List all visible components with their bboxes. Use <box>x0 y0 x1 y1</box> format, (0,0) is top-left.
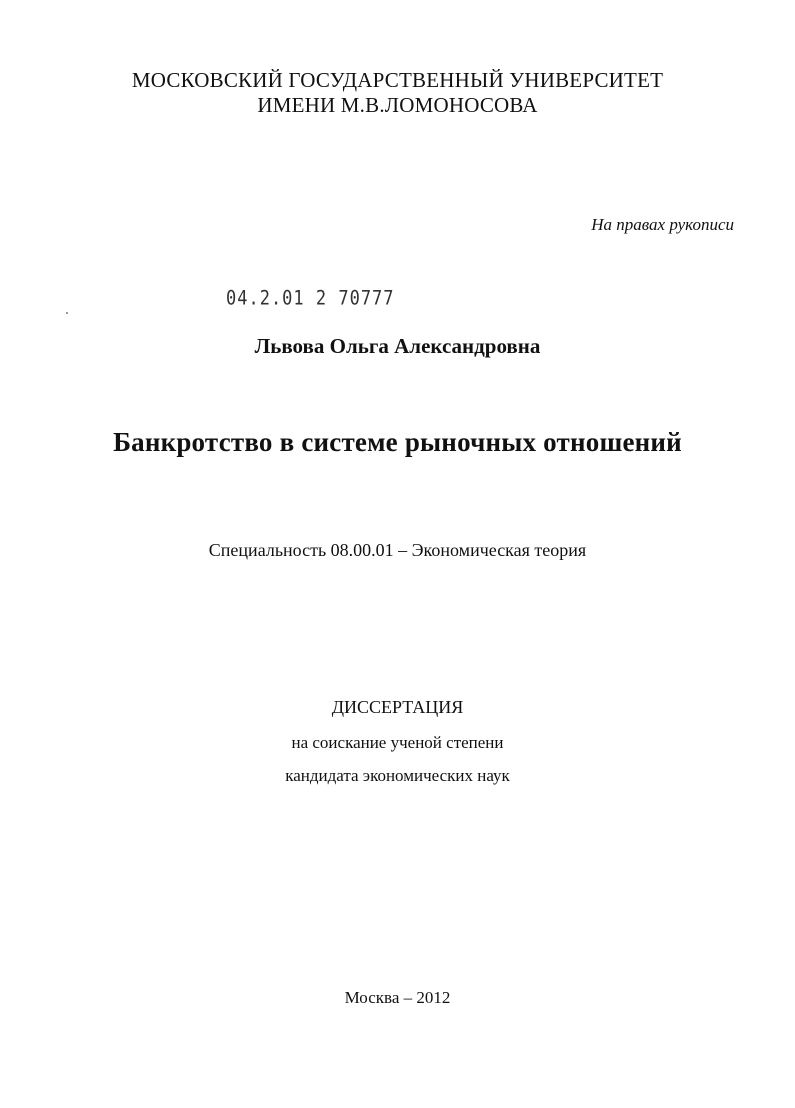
university-name-line-2: ИМЕНИ М.В.ЛОМОНОСОВА <box>257 93 538 117</box>
registration-stamp-number: 04.2.01 2 70777 <box>226 287 395 310</box>
author-name: Львова Ольга Александровна <box>254 334 541 358</box>
degree-label: ДИССЕРТАЦИЯ <box>331 697 464 717</box>
degree-line-1: на соискание ученой степени <box>291 733 504 752</box>
scan-speck <box>66 312 68 314</box>
manuscript-note: На правах рукописи <box>591 215 734 234</box>
degree-line-2: кандидата экономических наук <box>285 766 510 785</box>
dissertation-title: Банкротство в системе рыночных отношений <box>113 427 682 457</box>
university-name-line-1: МОСКОВСКИЙ ГОСУДАРСТВЕННЫЙ УНИВЕРСИТЕТ <box>131 68 664 92</box>
specialty-line: Специальность 08.00.01 – Экономическая теория <box>208 540 587 560</box>
place-and-year: Москва – 2012 <box>344 988 451 1007</box>
